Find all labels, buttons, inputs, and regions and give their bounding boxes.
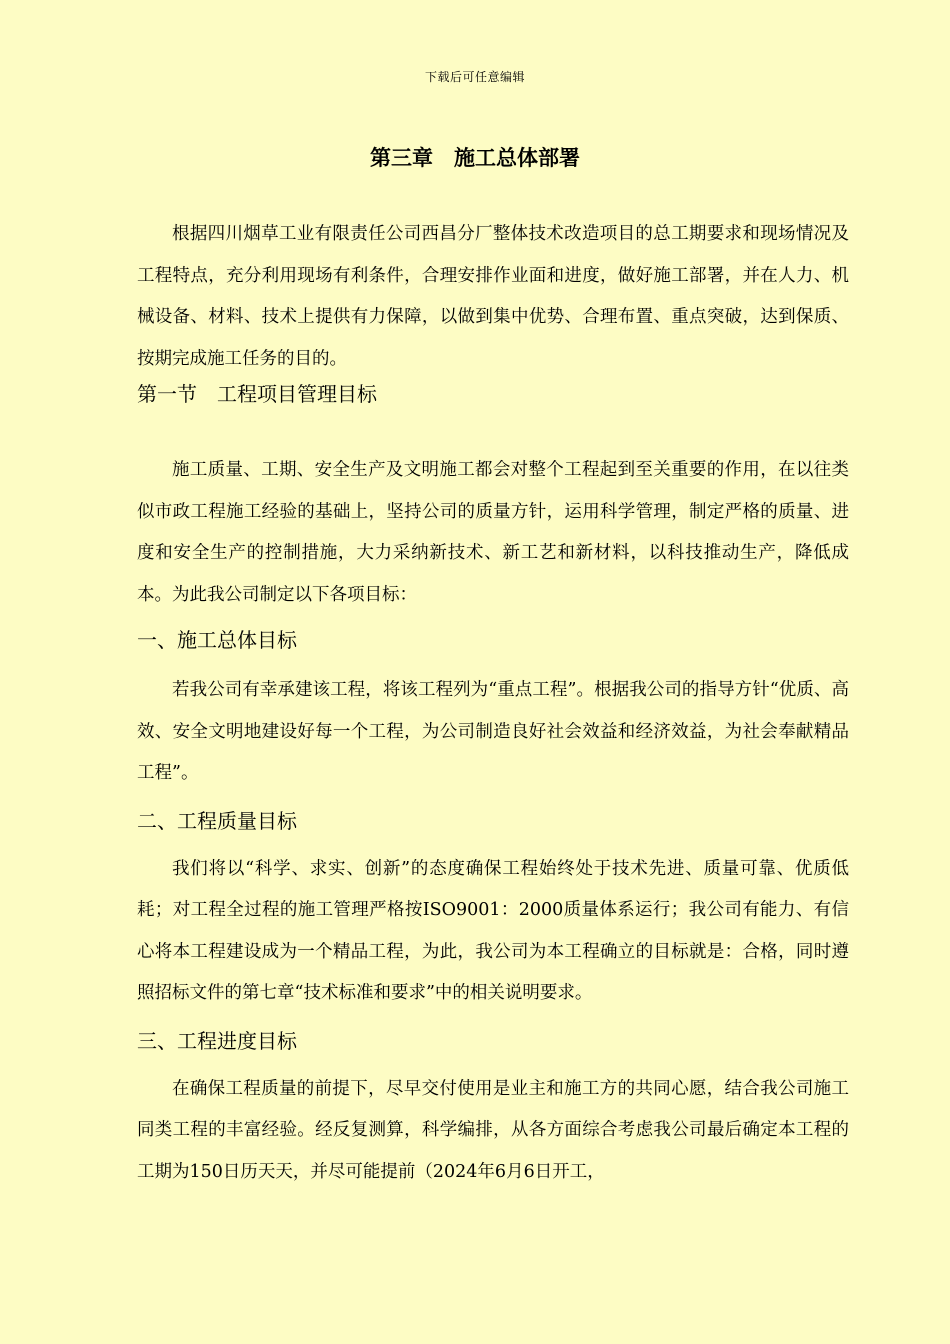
sub3-paragraph: 在确保工程质量的前提下，尽早交付使用是业主和施工方的共同心愿，结合我公司施工同类工程的丰富经验。经反复测算，科学编排，从各方面综合考虑我公司最后确定本工程的工期为150日历天天，并尽可能提前（2024年6月6日开工， bbox=[137, 1078, 849, 1182]
sub2-paragraph: 我们将以“科学、求实、创新”的态度确保工程始终处于技术先进、质量可靠、优质低耗；对工程全过程的施工管理严格按ISO9001：2000质量体系运行；我公司有能力、有信心将本工程建设成为一个精品工程，为此，我公司为本工程确立的目标就是：合格，同时遵照招标文件的第七章“技术标准和要求”中的相关说明要求。 bbox=[137, 858, 849, 1003]
document-body bbox=[137, 214, 849, 1193]
section1-paragraph: 施工质量、工期、安全生产及文明施工都会对整个工程起到至关重要的作用，在以往类似市政工程施工经验的基础上，坚持公司的质量方针，运用科学管理，制定严格的质量、进度和安全生产的控制措施，大力采纳新技术、新工艺和新材料，以科技推动生产，降低成本。为此我公司制定以下各项目标： bbox=[137, 460, 849, 605]
sub1-title: 一、施工总体目标 bbox=[137, 628, 297, 652]
sub1-paragraph: 若我公司有幸承建该工程，将该工程列为“重点工程”。根据我公司的指导方针“优质、高效、安全文明地建设好每一个工程，为公司制造良好社会效益和经济效益，为社会奉献精品工程”。 bbox=[137, 680, 849, 783]
header-note: 下载后可任意编辑 bbox=[424, 70, 525, 84]
chapter-title: 第三章 施工总体部署 bbox=[370, 145, 580, 170]
section1-title: 第一节 工程项目管理目标 bbox=[137, 382, 377, 406]
intro-paragraph: 根据四川烟草工业有限责任公司西昌分厂整体技术改造项目的总工期要求和现场情况及工程特点，充分利用现场有利条件，合理安排作业面和进度，做好施工部署，并在人力、机械设备、材料、技术上提供有力保障，以做到集中优势、合理布置、重点突破，达到保质、按期完成施工任务的目的。 bbox=[137, 224, 849, 369]
sub3-title: 三、工程进度目标 bbox=[137, 1028, 297, 1053]
sub2-title: 二、工程质量目标 bbox=[137, 808, 297, 833]
